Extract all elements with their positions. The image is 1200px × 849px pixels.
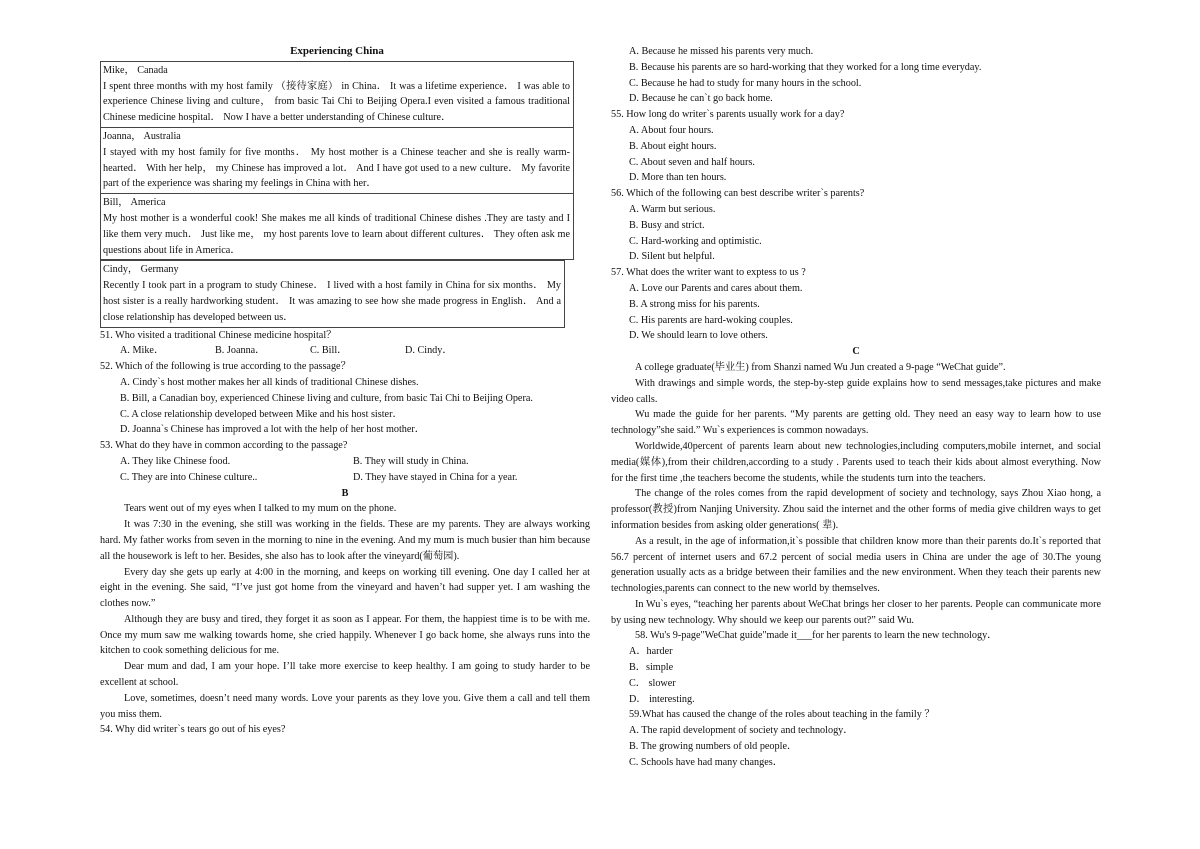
passage-a-name: Bill， America — [103, 197, 166, 209]
option: C. Bill． — [310, 345, 348, 357]
option: B. A strong miss for his parents. — [629, 298, 760, 310]
passage-a-text: Recently I took part in a program to study Chinese． I lived with a host family in China for six months． My host sister is a really hardworking student． It was amazing to see how she made progress in English． And a close relationship has developed between us． — [103, 280, 561, 323]
option: D. Cindy． — [405, 345, 453, 357]
paragraph: Although they are busy and tired, they forget it as soon as I appear. For them, the happiest time is to be with me. Once my mum saw me walking towards home, she cried happily. Whenever I go back home, she always runs into the kitchen to cook something delicious for me. — [100, 613, 590, 657]
passage-a-text: I stayed with my host family for five months． My host mother is a Chinese teacher and she is really warm-hearted． With her help， my Chinese has improved a lot． And I have got used to a new culture． My favorite part of the experience was sharing my feelings in China with her． — [103, 146, 570, 190]
question-stem: 52. Which of the following is true according to the passage？ — [100, 361, 351, 373]
option: C. Hard-working and optimistic. — [629, 235, 762, 247]
passage-a-text: My host mother is a wonderful cook! She makes me all kinds of traditional Chinese dishes .They are tasty and I like them very much． Just like me， my host parents love to learn about different cultures． They often ask me questions about life in America． — [103, 212, 570, 256]
question-stem: 59.What has caused the change of the roles about teaching in the family ？ — [629, 709, 935, 721]
option: A. The rapid development of society and technology． — [629, 725, 854, 737]
option: C. A close relationship developed between Mike and his host sister． — [120, 408, 403, 420]
option: B. Because his parents are so hard-working that they worked for a long time everyday. — [629, 61, 982, 73]
passage-a-name: Cindy， Germany — [103, 264, 179, 276]
paragraph: With drawings and simple words, the step-by-step guide explains how to send messages,take pictures and make video calls. — [611, 377, 1101, 405]
option: B. About eight hours. — [629, 140, 717, 152]
option: C. About seven and half hours. — [629, 156, 755, 168]
option: D. Joanna`s Chinese has improved a lot with the help of her host mother． — [120, 424, 425, 436]
passage-a-box — [100, 61, 574, 128]
question-59 — [611, 707, 1101, 770]
paragraph: A college graduate(毕业生) from Shanzi named Wu Jun created a 9-page “WeChat guide”. — [635, 361, 1006, 373]
passage-b — [100, 501, 590, 722]
option: A. About four hours. — [629, 124, 714, 136]
section-b-label: B — [341, 487, 349, 499]
option: D. We should learn to love others. — [629, 330, 768, 342]
paragraph: Every day she gets up early at 4:00 in the morning, and keeps on working till evening. One day I called her at eight in the evening. She said, “I’ve just got home from the vineyard and haven’t had supper yet. I am washing the clothes now.” — [100, 566, 590, 610]
option: D. Silent but helpful. — [629, 251, 715, 263]
option: D． interesting. — [629, 693, 695, 705]
question-stem: 57. What does the writer want to exptess to us ? — [611, 267, 806, 279]
option: C. They are into Chinese culture.. — [120, 471, 258, 483]
option: C. Because he had to study for many hours in the school. — [629, 77, 862, 89]
right-column — [611, 44, 1101, 771]
option: A. Warm but serious. — [629, 203, 716, 215]
question-57 — [611, 265, 1101, 344]
question-stem: 54. Why did writer`s tears go out of his eyes? — [100, 724, 286, 736]
option: D. Because he can`t go back home. — [629, 93, 773, 105]
option: A. Mike． — [120, 345, 165, 357]
question-58 — [611, 628, 1101, 707]
paragraph: It was 7:30 in the evening, she still was working in the fields. These are my parents. They are always working hard. My father works from seven in the morning to nine in the evening. And my mum is much busier than him because all the housework is left to her. Besides, she also has to look after the vineyard(葡萄园). — [100, 519, 590, 562]
question-stem: 58. Wu's 9-page"WeChat guide"made it___for her parents to learn the new technology． — [635, 630, 998, 642]
passage-a-name: Joanna， Australia — [103, 130, 181, 142]
question-51 — [100, 328, 590, 360]
section-c-label: C — [852, 346, 860, 358]
passage-a-box — [100, 194, 574, 260]
passage-a-name: Mike， Canada — [103, 64, 168, 76]
option: D. More than ten hours. — [629, 172, 727, 184]
question-56 — [611, 186, 1101, 265]
option: A. Because he missed his parents very much. — [629, 46, 814, 57]
question-stem: 56. Which of the following can best describe writer`s parents? — [611, 188, 865, 200]
option: C. Schools have had many changes． — [629, 756, 783, 768]
question-stem: 53. What do they have in common according to the passage? — [100, 440, 348, 452]
option: B. They will study in China. — [353, 455, 469, 467]
paragraph: As a result, in the age of information,it`s possible that children know more than their parents do.It`s reported that 56.7 percent of internet users and 67.2 percent of social media users in China are under the age of 30.The young generation usually acts as a bridge between their families and the new environment. When they teach their parents new technologies,parents can connect to the new world by themselves. — [611, 535, 1101, 595]
option: B. Joanna． — [215, 345, 266, 357]
passage-c — [611, 360, 1101, 629]
question-stem: 51. Who visited a traditional Chinese medicine hospital？ — [100, 329, 337, 341]
question-52 — [100, 359, 590, 438]
paragraph: In Wu`s eyes, “teaching her parents about WeChat brings her closer to her parents. People can communicate more by using new technology. Why should we keep our parents out?” said Wu. — [611, 598, 1101, 626]
option: A. Love our Parents and cares about them. — [629, 282, 803, 294]
paragraph: Dear mum and dad, I am your hope. I’ll take more exercise to keep healthy. I am going to study harder to be excellent at school. — [100, 661, 590, 689]
option: B. Bill, a Canadian boy, experienced Chinese living and culture, from basic Tai Chi to Beijing Opera. — [120, 392, 533, 404]
option: A．harder — [629, 646, 673, 658]
paragraph: Worldwide,40percent of parents learn about new technologies,including computers,mobile internet, and social media(媒体),from their children,according to a study . Parents used to teach their kids about almost everything. Now for the first time ,the teachers become the students, while the students turn into the teachers. — [611, 440, 1101, 484]
passage-a-box — [100, 260, 565, 327]
page-title: Experiencing China — [290, 45, 384, 57]
option: B．simple — [629, 662, 674, 674]
question-54-options — [611, 44, 1101, 107]
question-stem: 55. How long do writer`s parents usually work for a day? — [611, 109, 845, 121]
option: A. Cindy`s host mother makes her all kinds of traditional Chinese dishes. — [120, 376, 419, 388]
passage-a-box — [100, 128, 574, 194]
paragraph: Love, sometimes, doesn’t need many words. Love your parents as they love you. Give them a call and tell them you miss them. — [100, 692, 590, 720]
paragraph: Tears went out of my eyes when I talked to my mum on the phone. — [124, 503, 397, 515]
option: D. They have stayed in China for a year. — [353, 471, 518, 483]
option: C. His parents are hard-woking couples. — [629, 314, 793, 326]
option: A. They like Chinese food. — [120, 455, 231, 467]
passage-a-text: I spent three months with my host family （接待家庭） in China． It was a lifetime experience． I was able to experience Chinese living and culture， from basic Tai Chi to Beijing Opera.I even visited a famous traditional Chinese medicine hospital． Now I have a better understanding of Chinese culture． — [103, 80, 570, 124]
question-55 — [611, 107, 1101, 186]
option: B. The growing numbers of old people． — [629, 741, 798, 753]
question-53 — [100, 438, 590, 485]
paragraph: Wu made the guide for her parents. “My parents are getting old. They need an easy way to learn how to use technology”she said.” Wu`s experiences is common nowadays. — [611, 409, 1101, 437]
option: C． slower — [629, 677, 676, 689]
option: B. Busy and strict. — [629, 219, 705, 231]
left-column — [100, 44, 590, 738]
paragraph: The change of the roles comes from the rapid development of society and technology, says Zhou Xiao hong, a professor(教授)from Nanjing University. Zhou said the internet and the other forms of media give children ways to get information besides from asking older generations( 辈). — [611, 488, 1101, 531]
